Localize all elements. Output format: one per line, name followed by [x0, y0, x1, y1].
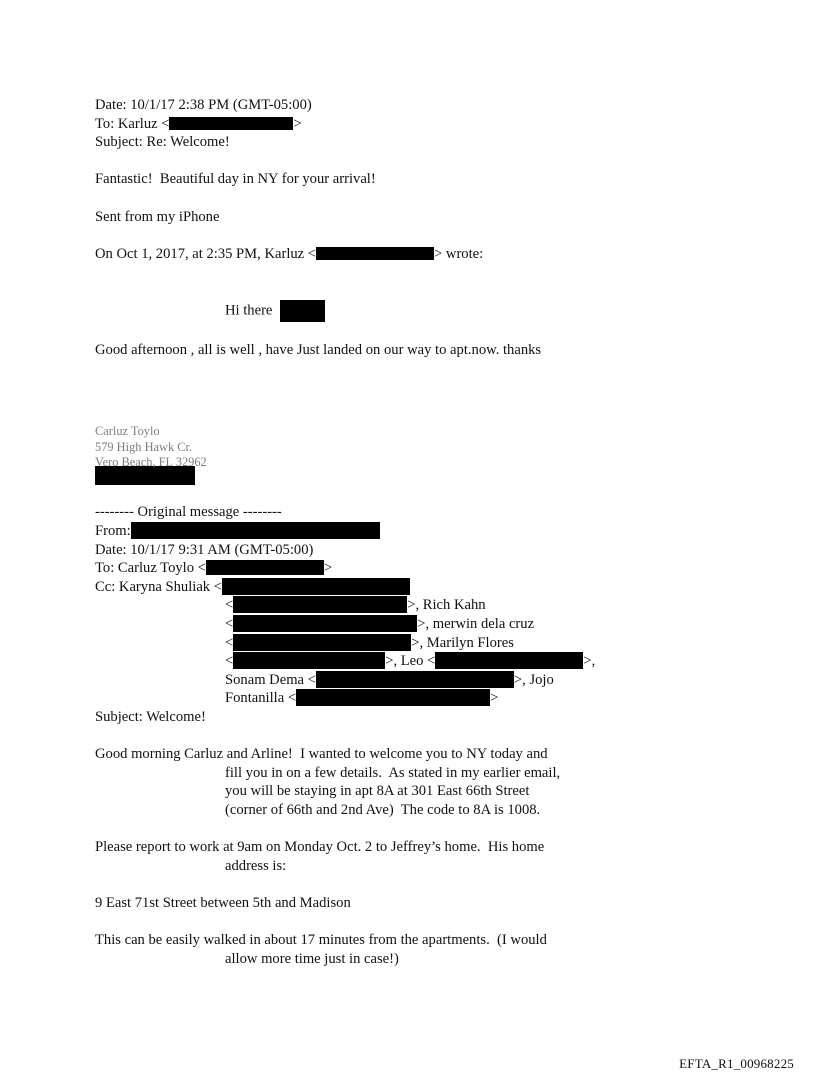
quoted-message-intro: [95, 245, 725, 264]
redaction-bar: [233, 634, 411, 651]
cc-name-2: >, merwin dela cruz: [417, 615, 535, 632]
original-to-label: To: Carluz Toylo <: [95, 560, 206, 577]
spacer: [95, 152, 725, 171]
header-date: Date: 10/1/17 2:38 PM (GMT-05:00): [95, 97, 312, 113]
original-cc-line-1: [95, 578, 725, 597]
spacer: [95, 485, 725, 494]
original-message-separator: -------- Original message --------: [95, 504, 282, 521]
paragraph-report-line-2: address is:: [225, 857, 287, 874]
spacer: [95, 875, 725, 894]
signature-city: Vero Beach, FL 32962: [95, 454, 207, 469]
original-cc-line-6: [95, 671, 725, 690]
cc-name-6: Sonam Dema <: [225, 671, 316, 688]
paragraph-report-line-1: Please report to work at 9am on Monday Oct. 2 to Jeffrey’s home. His home: [95, 839, 545, 856]
original-cc-label: Cc: Karyna Shuliak <: [95, 578, 222, 595]
redaction-bar: [233, 652, 385, 669]
cc-name-3: >, Marilyn Flores: [411, 634, 514, 651]
spacer: [95, 726, 725, 745]
spacer: [95, 226, 725, 245]
quote-intro-pre: On Oct 1, 2017, at 2:35 PM, Karluz <: [95, 245, 317, 262]
spacer: [95, 819, 725, 838]
redaction-bar: [280, 300, 325, 322]
original-to-close: >: [323, 560, 333, 577]
redaction-bar: [296, 689, 490, 706]
spacer: [95, 494, 725, 503]
header-to-close: >: [293, 115, 302, 132]
header-subject: Subject: Re: Welcome!: [95, 134, 230, 151]
greeting-text: Hi there: [225, 302, 273, 319]
spacer: [95, 912, 725, 931]
paragraph-walking-line-2: allow more time just in case!): [225, 950, 399, 967]
signature-name: Carluz Toylo: [95, 424, 160, 439]
paragraph-welcome-line-4: (corner of 66th and 2nd Ave) The code to 8A is 1008.: [225, 801, 541, 818]
redaction-bar: [169, 117, 293, 130]
spacer: [95, 189, 725, 208]
cc-name-8: Fontanilla <: [225, 690, 297, 707]
paragraph-report-to-work: [95, 838, 725, 875]
redaction-bar: [222, 578, 410, 595]
original-cc-line-7: [95, 689, 725, 708]
spacer: [95, 322, 725, 341]
original-cc-line-4: < >, Marilyn Flores: [225, 634, 514, 651]
redaction-bar: [316, 247, 434, 260]
email-body: [95, 96, 725, 968]
redaction-bar: [206, 560, 324, 575]
paragraph-welcome: [95, 745, 725, 819]
greeting-line: [95, 300, 725, 322]
header-to-label: To: Karluz <: [95, 115, 170, 132]
original-from-label: From:: [95, 522, 131, 539]
header-to: [95, 115, 725, 134]
original-cc-line-2: < >, Rich Kahn: [225, 597, 486, 614]
paragraph-walking: [95, 931, 725, 968]
paragraph-walking-line-1: This can be easily walked in about 17 minutes from the apartments. (I would: [95, 932, 547, 948]
paragraph-welcome-line-2: fill you in on a few details. As stated in my earlier email,: [225, 764, 561, 781]
original-subject: Subject: Welcome!: [95, 708, 206, 725]
original-date: Date: 10/1/17 9:31 AM (GMT-05:00): [95, 541, 314, 558]
spacer: [95, 360, 725, 379]
redaction-bar: [131, 522, 380, 539]
email-header-block: [95, 96, 725, 152]
paragraph-address: 9 East 71st Street between 5th and Madison: [95, 894, 351, 911]
cc-name-4: >, Leo <: [385, 653, 436, 670]
original-cc-line-5: < >, Leo < >,: [225, 653, 596, 670]
bates-number: EFTA_R1_00968225: [679, 1056, 794, 1071]
sender-signature-block: [95, 424, 725, 485]
redaction-bar: [233, 615, 417, 632]
body-paragraph-1: Fantastic! Beautiful day in NY for your arrival!: [95, 171, 376, 188]
spacer: [95, 378, 725, 415]
cc-name-7: >, Jojo: [513, 671, 554, 688]
paragraph-welcome-line-1: Good morning Carluz and Arline! I wanted to welcome you to NY today and: [95, 746, 548, 763]
signature-address: 579 High Hawk Cr.: [95, 439, 193, 454]
paragraph-welcome-line-3: you will be staying in apt 8A at 301 East 66th Street: [225, 783, 530, 800]
redaction-bar: [435, 652, 583, 669]
quote-intro-post: > wrote:: [434, 245, 484, 262]
body-paragraph-2: Good afternoon , all is well , have Just landed on our way to apt.now. thanks: [95, 341, 542, 358]
redaction-bar: [316, 671, 514, 688]
redaction-bar: [233, 596, 407, 613]
cc-name-1: >, Rich Kahn: [407, 597, 486, 614]
original-cc-line-3: < >, merwin dela cruz: [225, 615, 535, 632]
cc-name-5: >,: [583, 653, 596, 670]
original-from: [95, 522, 725, 541]
sent-from-signature: Sent from my iPhone: [95, 208, 220, 225]
spacer: [95, 263, 725, 300]
original-message-header: [95, 503, 725, 726]
original-to: [95, 559, 725, 578]
cc-name-9: >: [490, 690, 499, 707]
spacer: [95, 415, 725, 424]
